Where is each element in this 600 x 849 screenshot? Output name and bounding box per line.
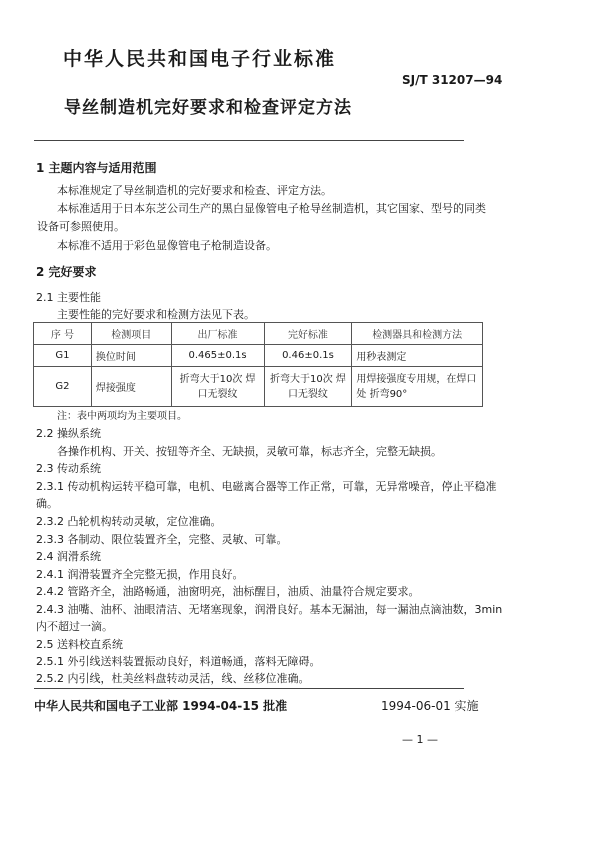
header-method: 检测器具和检测方法: [352, 323, 483, 345]
title-divider: [34, 140, 464, 141]
section-2-4-3a: 2.4.3 油嘴、油杯、油眼清洁、无堵塞现象，润滑良好。基本无漏油，每一漏油点滴油数，3min: [36, 603, 503, 616]
cell-good-std: 0.46±0.1s: [264, 345, 352, 367]
table-row: [34, 345, 483, 367]
section-2-4-1: 2.4.1 润滑装置齐全完整无损，作用良好。: [36, 568, 244, 581]
issuer-approval: 中华人民共和国电子工业部 1994-04-15 批准: [34, 699, 288, 713]
section-2-3-3: 2.3.3 各制动、限位装置齐全，完整、灵敏、可靠。: [36, 533, 288, 546]
cell-method: 用焊接强度专用规，在焊口处 折弯90°: [352, 367, 483, 407]
section-2-3-heading: 2.3 传动系统: [36, 462, 101, 475]
cell-factory-std: 0.465±0.1s: [171, 345, 264, 367]
cell-item: 焊接强度: [91, 367, 171, 407]
section-1-para-1: 本标准规定了导丝制造机的完好要求和检查、评定方法。: [57, 184, 332, 197]
section-2-1-heading: 2.1 主要性能: [36, 291, 101, 304]
header-item: 检测项目: [91, 323, 171, 345]
header-factory-std: 出厂标准: [171, 323, 264, 345]
section-2-3-2: 2.3.2 凸轮机构转动灵敏，定位准确。: [36, 515, 222, 528]
table-row: [34, 367, 483, 407]
section-1-para-3: 本标准不适用于彩色显像管电子枪制造设备。: [57, 239, 277, 252]
table-note: 注：表中两项均为主要项目。: [57, 411, 187, 422]
section-2-5-1: 2.5.1 外引线送料装置振动良好，料道畅通，落料无障碍。: [36, 655, 321, 668]
header-good-std: 完好标准: [264, 323, 352, 345]
document-title: 导丝制造机完好要求和检查评定方法: [64, 98, 352, 118]
cell-item: 换位时间: [91, 345, 171, 367]
section-2-heading: 2 完好要求: [36, 265, 97, 279]
cell-method: 用秒表测定: [352, 345, 483, 367]
header-seq: 序 号: [34, 323, 92, 345]
cell-seq: G1: [34, 345, 92, 367]
table-header-row: [34, 323, 483, 345]
section-2-4-3b: 内不超过一滴。: [36, 620, 113, 633]
page-number: — 1 —: [402, 733, 438, 746]
section-2-4-heading: 2.4 润滑系统: [36, 550, 101, 563]
section-2-3-1a: 2.3.1 传动机构运转平稳可靠，电机、电磁离合器等工作正常，可靠，无异常噪音，停止平稳准: [36, 480, 497, 493]
section-1-para-2b: 设备可参照使用。: [37, 220, 125, 233]
section-1-para-2a: 本标准适用于日本东芝公司生产的黑白显像管电子枪导丝制造机，其它国家、型号的同类: [57, 202, 486, 215]
section-2-5-heading: 2.5 送料校直系统: [36, 638, 123, 651]
section-2-3-1b: 确。: [36, 497, 58, 510]
cell-good-std: 折弯大于10次 焊口无裂纹: [264, 367, 352, 407]
section-2-1-para: 主要性能的完好要求和检测方法见下表。: [57, 308, 255, 321]
standard-name: 中华人民共和国电子行业标准: [63, 48, 337, 70]
effective-date: 1994-06-01 实施: [381, 699, 479, 713]
section-1-heading: 1 主题内容与适用范围: [36, 161, 157, 175]
footer-divider: [34, 688, 464, 689]
performance-table: [33, 322, 483, 407]
cell-factory-std: 折弯大于10次 焊口无裂纹: [171, 367, 264, 407]
section-2-2-para: 各操作机构、开关、按钮等齐全、无缺损，灵敏可靠，标志齐全，完整无缺损。: [57, 445, 442, 458]
cell-seq: G2: [34, 367, 92, 407]
section-2-5-2: 2.5.2 内引线，杜美丝料盘转动灵活，线、丝移位准确。: [36, 672, 310, 685]
standard-code: SJ/T 31207—94: [402, 73, 503, 87]
section-2-4-2: 2.4.2 管路齐全，油路畅通，油窗明亮，油标醒目，油质、油量符合规定要求。: [36, 585, 420, 598]
section-2-2-heading: 2.2 操纵系统: [36, 427, 101, 440]
